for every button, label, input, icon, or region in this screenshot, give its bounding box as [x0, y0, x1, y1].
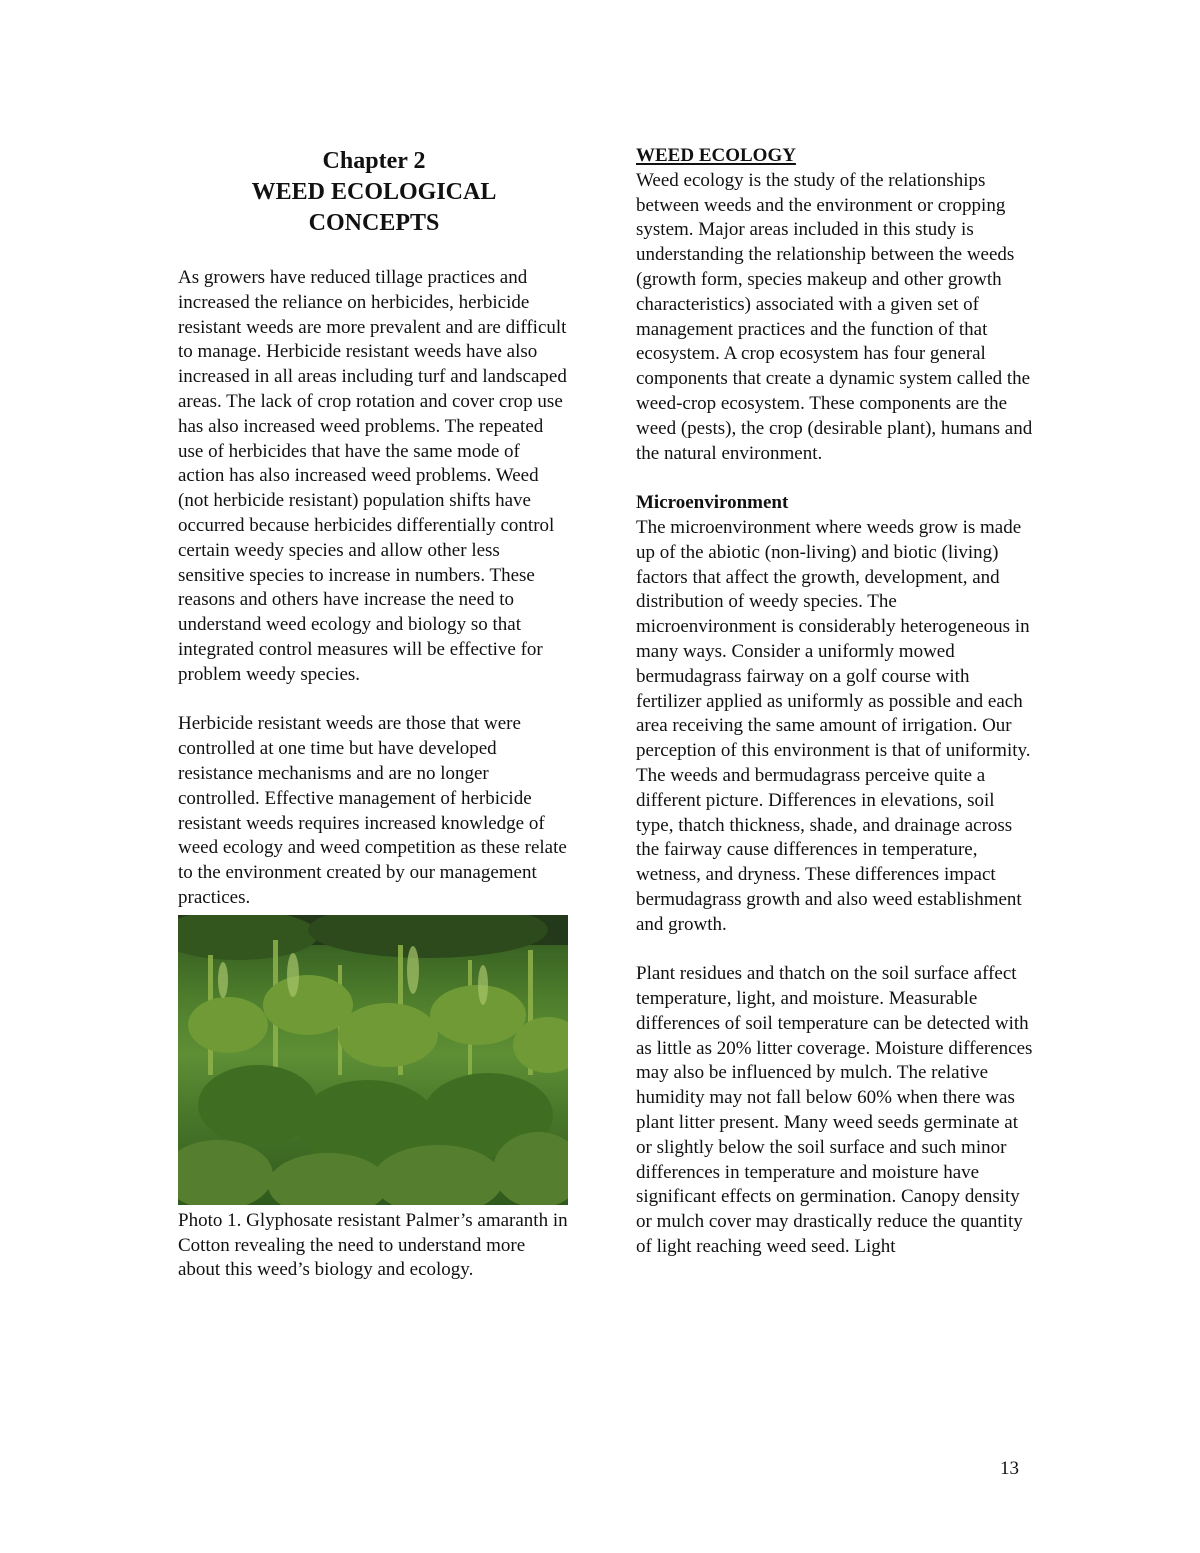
resistance-paragraph: Herbicide resistant weeds are those that were controlled at one time but have developed resistance mechanisms and are no longer controlled. Effective management of herbicide resistant weeds requires increased knowledge of weed ecology and weed competition as these relate to the environment created by our management practices. — [178, 713, 567, 908]
section-heading: WEED ECOLOGY — [636, 145, 796, 166]
microenvironment-paragraph: The microenvironment where weeds grow is made up of the abiotic (non-living) and biotic (living) factors that affect the growth, development, and distribution of weedy species. The microenvironment is considerably heterogeneous in many ways. Consider a uniformly mowed bermudagrass fairway on a golf course with fertilizer applied as uniformly as possible and each area receiving the same amount of irrigation. Our perception of this environment is that of uniformity. The weeds and bermudagrass perceive quite a different picture. Differences in elevations, soil type, thatch thickness, shade, and drainage across the fairway cause differences in temperature, wetness, and dryness. These differences impact bermudagrass growth and also weed establishment and growth. — [636, 516, 1031, 935]
right-column — [636, 144, 1036, 1260]
plant-residues-paragraph: Plant residues and thatch on the soil surface affect temperature, light, and moisture. Measurable differences of soil temperature can be detected with as little as 20% litter coverage. Moisture differences may also be influenced by mulch. The relative humidity may not fall below 60% when there was plant litter present. Many weed seeds germinate at or slightly below the soil surface and such minor differences in temperature and moisture have significant effects on germination. Canopy density or mulch cover may drastically reduce the quantity of light reaching weed seed. Light — [636, 963, 1033, 1258]
chapter-title-line2: CONCEPTS — [308, 210, 440, 236]
photo-caption: Photo 1. Glyphosate resistant Palmer’s amaranth in Cotton revealing the need to understand more about this weed’s biology and ecology. — [178, 1209, 568, 1281]
palmer-amaranth-photo — [178, 915, 568, 1205]
subsection-heading: Microenvironment — [636, 492, 789, 514]
chapter-title — [178, 146, 570, 239]
page-number: 13 — [1000, 1458, 1019, 1479]
weed-ecology-paragraph: Weed ecology is the study of the relationships between weeds and the environment or cropping system. Major areas included in this study is understanding the relationship between the weeds (growth form, species makeup and other growth characteristics) associated with a given set of management practices and the function of that ecosystem. A crop ecosystem has four general components that create a dynamic system called the weed-crop ecosystem. These components are the weed (pests), the crop (desirable plant), humans and the natural environment. — [636, 169, 1033, 464]
left-column — [178, 146, 570, 1283]
chapter-label: Chapter 2 — [322, 148, 426, 174]
intro-paragraph: As growers have reduced tillage practices and increased the reliance on herbicides, herbicide resistant weeds are more prevalent and are difficult to manage. Herbicide resistant weeds have also increased in all areas including turf and landscaped areas. The lack of crop rotation and cover crop use has also increased weed problems. The repeated use of herbicides that have the same mode of action has also increased weed problems. Weed (not herbicide resistant) population shifts have occurred because herbicides differentially control certain weedy species and allow other less sensitive species to increase in numbers. These reasons and others have increase the need to understand weed ecology and biology so that integrated control measures will be effective for problem weedy species. — [178, 267, 567, 685]
chapter-title-line1: WEED ECOLOGICAL — [251, 179, 497, 205]
